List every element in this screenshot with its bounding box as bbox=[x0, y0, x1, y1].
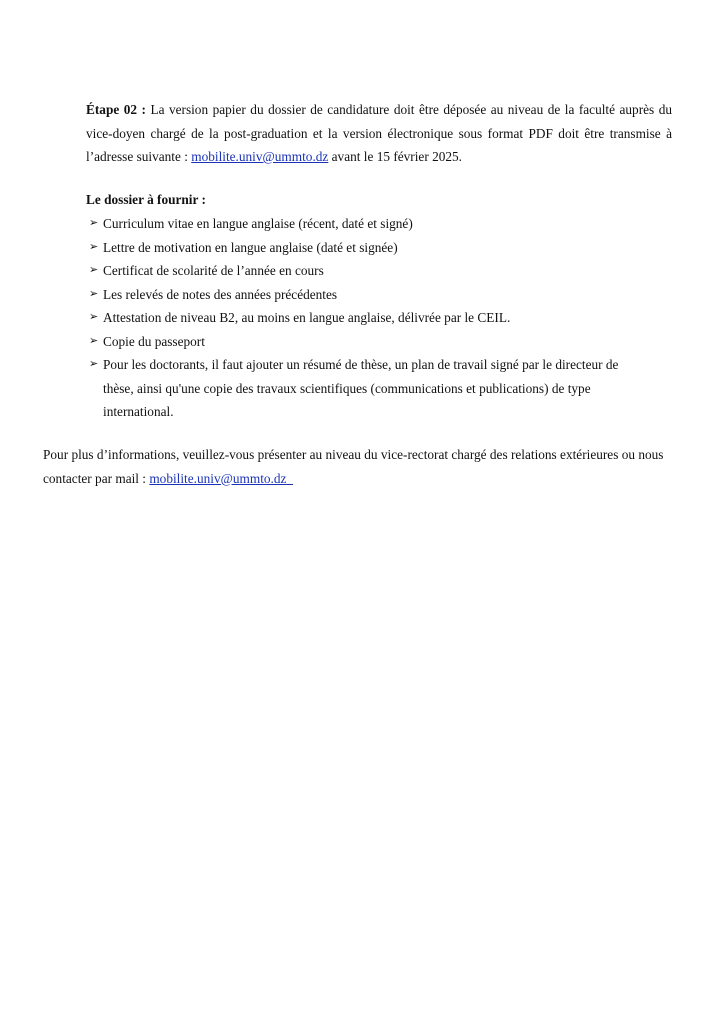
list-item bbox=[89, 283, 649, 307]
etape-email-link[interactable]: mobilite.univ@ummto.dz bbox=[191, 149, 329, 164]
etape-label: Étape 02 : bbox=[86, 102, 146, 117]
arrow-bullet-icon: ➢ bbox=[89, 334, 99, 347]
contact-email-suffix bbox=[286, 471, 293, 486]
list-item bbox=[89, 306, 649, 330]
list-item bbox=[89, 236, 649, 260]
contact-email-text: mobilite.univ@ummto.dz bbox=[149, 470, 287, 486]
list-item-text: Pour les doctorants, il faut ajouter un résumé de thèse, un plan de travail signé par le directeur de thèse, ainsi qu'une copie des travaux scientifiques (communications et publications) de type international. bbox=[103, 357, 619, 419]
list-item bbox=[89, 259, 649, 283]
arrow-bullet-icon: ➢ bbox=[89, 358, 99, 370]
dossier-list bbox=[89, 212, 649, 424]
arrow-bullet-icon: ➢ bbox=[89, 264, 99, 276]
arrow-bullet-icon: ➢ bbox=[89, 311, 99, 323]
arrow-bullet-icon: ➢ bbox=[89, 287, 99, 300]
etape-deadline-text: avant le 15 février 2025. bbox=[328, 149, 462, 164]
list-item-text: Attestation de niveau B2, au moins en langue anglaise, délivrée par le CEIL. bbox=[103, 310, 511, 325]
list-item-text: Copie du passeport bbox=[103, 333, 205, 349]
list-item bbox=[89, 330, 649, 354]
arrow-bullet-icon: ➢ bbox=[89, 240, 99, 253]
list-item-text: Curriculum vitae en langue anglaise (récent, daté et signé) bbox=[103, 216, 413, 231]
arrow-bullet-icon: ➢ bbox=[89, 217, 99, 229]
contact-paragraph bbox=[43, 443, 673, 490]
contact-email-link[interactable] bbox=[149, 471, 293, 486]
list-item-text: Certificat de scolarité de l’année en cours bbox=[103, 263, 324, 278]
list-item bbox=[89, 353, 649, 424]
list-item-text: Lettre de motivation en langue anglaise (daté et signée) bbox=[103, 239, 398, 255]
etape-02-paragraph bbox=[86, 98, 672, 169]
dossier-title: Le dossier à fournir : bbox=[86, 192, 206, 207]
list-item bbox=[89, 212, 649, 236]
etape-text: La version papier du dossier de candidature doit être déposée au niveau de la faculté auprès du vice-doyen chargé de la post-graduation et la version électronique sous format PDF doit être transmise à l’adresse suivante : bbox=[86, 102, 672, 164]
list-item-text: Les relevés de notes des années précédentes bbox=[103, 286, 338, 302]
contact-text: Pour plus d’informations, veuillez-vous présenter au niveau du vice-rectorat chargé des relations extérieures ou nous contacter par mail : bbox=[43, 447, 664, 486]
